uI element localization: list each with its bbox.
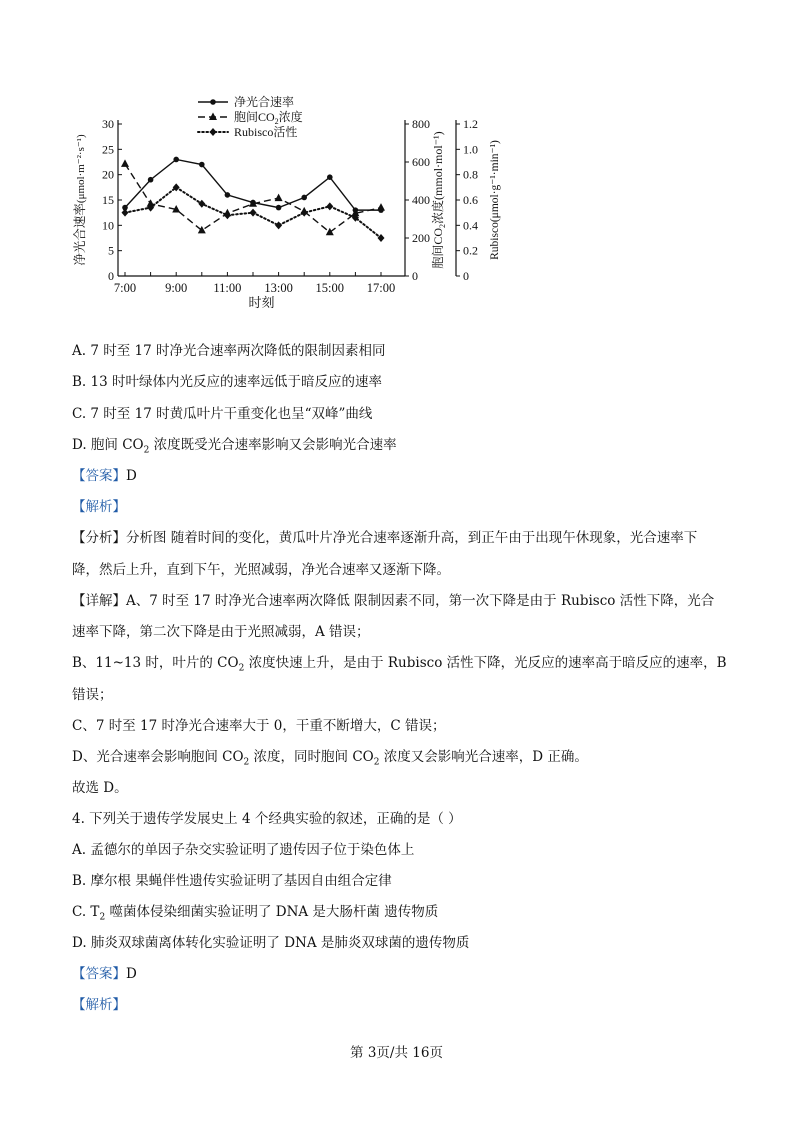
legend-label: Rubisco活性 (234, 125, 298, 139)
data-point-dot-diamond (326, 202, 333, 210)
data-point-dash-triangle (198, 226, 206, 234)
x-tick-label: 17:00 (366, 281, 396, 295)
q4-option-b: B. 摩尔根 果蝇伴性遗传实验证明了基因自由组合定律 (72, 873, 392, 889)
y-right1-axis-title: 胞间$CO_2$浓度(mmol·mol⁻¹) (431, 131, 447, 269)
data-point-dot-diamond (198, 200, 205, 208)
y-left-tick-label: 10 (102, 218, 114, 233)
analysis-line-2: 降，然后上升，直到下午，光照减弱，净光合速率又逐渐下降。 (72, 562, 450, 578)
data-point-solid-circle (199, 162, 205, 168)
y-right2-tick-label: 1.2 (463, 117, 478, 131)
y-right2-axis-title: Rubisco(μmol·g⁻¹·min⁻¹) (489, 140, 501, 260)
detail-d-line: D、光合速率会影响胞间 $CO_2$ 浓度，同时胞间 $CO_2$ 浓度又会影响光合速率，D 正确。 (72, 749, 588, 768)
legend-label: 胞间$CO_2$浓度 (234, 110, 303, 126)
detail-line-1: 【详解】A、7 时至 17 时净光合速率两次降低 限制因素不同，第一次下降是由于 Rubisco 活性下降，光合 (72, 593, 715, 609)
photosynthesis-line-chart (70, 88, 510, 323)
detail-line-2: 速率下降，第二次下降是由于光照减弱，A 错误； (72, 624, 370, 640)
question-4: 4. 下列关于遗传学发展史上 4 个经典实验的叙述，正确的是（ ） (72, 811, 462, 827)
y-right2-tick-label: 0 (463, 269, 469, 283)
detail-c-line: C、7 时至 17 时净光合速率大于 0，干重不断增大，C 错误； (72, 718, 446, 734)
data-point-solid-circle (225, 192, 231, 198)
option-b: B. 13 时叶绿体内光反应的速率远低于暗反应的速率 (72, 374, 382, 390)
q4-option-c: C. $T_2$ 噬菌体侵染细菌实验证明了 DNA 是大肠杆菌 遗传物质 (72, 904, 439, 923)
x-tick-label: 11:00 (213, 281, 242, 295)
y-right1-tick-label: 200 (412, 231, 430, 245)
x-tick-label: 13:00 (264, 281, 293, 295)
x-tick-label: 9:00 (165, 281, 188, 295)
answer-value: D (126, 468, 137, 484)
option-c: C. 7 时至 17 时黄瓜叶片干重变化也呈“双峰”曲线 (72, 406, 373, 422)
option-a: A. 7 时至 17 时净光合速率两次降低的限制因素相同 (72, 343, 386, 359)
data-point-dash-triangle (275, 194, 283, 202)
x-tick-label: 7:00 (113, 281, 137, 295)
data-point-dot-diamond (122, 209, 129, 217)
detail-b-line-1: B、11~13 时，叶片的 $CO_2$ 浓度快速上升，是由于 Rubisco 活性下降，光反应的速率高于暗反应的速率，B (72, 655, 727, 674)
data-point-dot-diamond (224, 211, 231, 219)
data-point-dot-diamond (275, 221, 282, 229)
data-point-dash-triangle (121, 159, 129, 167)
analysis-line-1: 【分析】分析图 随着时间的变化，黄瓜叶片净光合速率逐渐升高，到正午由于出现午休现象，光合速率下 (72, 530, 698, 546)
x-axis-title: 时刻 (248, 295, 275, 310)
analysis-tag: 【解析】 (72, 499, 126, 515)
legend-marker-solid-circle (210, 99, 216, 105)
y-left-tick-label: 5 (108, 243, 114, 258)
page-footer: 第 3页/共 16页 (350, 1045, 443, 1061)
conclusion-line: 故选 D。 (72, 780, 128, 796)
y-right2-tick-label: 1.0 (463, 142, 478, 157)
y-left-tick-label: 0 (108, 269, 114, 283)
analysis2-tag: 【解析】 (72, 997, 126, 1013)
y-left-axis-title: 净光合速率(μmol·m⁻²·s⁻¹) (73, 134, 87, 266)
y-right2-tick-label: 0.4 (463, 218, 478, 233)
y-right2-tick-label: 0.8 (463, 167, 478, 182)
y-right2-tick-label: 0.2 (463, 243, 478, 258)
y-left-tick-label: 15 (102, 193, 114, 207)
legend-label: 净光合速率 (234, 95, 295, 109)
data-point-solid-circle (173, 157, 179, 163)
fenxi-tag: 【分析】 (72, 530, 126, 546)
y-right1-tick-label: 400 (412, 193, 430, 207)
option-d: D. 胞间 $CO_2$ 浓度既受光合速率影响又会影响光合速率 (72, 437, 397, 456)
data-point-dash-triangle (326, 228, 334, 236)
y-left-tick-label: 20 (102, 167, 114, 182)
y-right2-tick-label: 0.6 (463, 193, 478, 207)
answer2-tag: 【答案】 (72, 966, 126, 982)
y-left-tick-label: 30 (102, 117, 114, 131)
y-right1-tick-label: 0 (412, 269, 418, 283)
xiangjie-tag: 【详解】 (72, 593, 126, 609)
data-point-dot-diamond (250, 209, 257, 217)
data-point-solid-circle (148, 177, 154, 183)
answer-tag: 【答案】 (72, 468, 126, 484)
answer-line (72, 467, 137, 485)
legend-marker-dot-diamond (210, 128, 217, 136)
data-point-dash-triangle (377, 203, 385, 211)
detail-b-line-2: 错误； (72, 687, 113, 703)
data-point-solid-circle (301, 195, 307, 201)
data-point-dot-diamond (301, 209, 308, 217)
q4-option-d: D. 肺炎双球菌离体转化实验证明了 DNA 是肺炎双球菌的遗传物质 (72, 935, 470, 951)
y-left-tick-label: 25 (102, 142, 114, 157)
answer2-line (72, 965, 137, 983)
data-point-solid-circle (276, 205, 282, 211)
y-right1-tick-label: 800 (412, 117, 430, 131)
x-tick-label: 15:00 (315, 281, 345, 295)
y-right1-tick-label: 600 (412, 155, 430, 169)
legend-marker-dash-triangle (209, 113, 217, 121)
q4-option-a: A. 孟德尔的单因子杂交实验证明了遗传因子位于染色体上 (72, 842, 415, 858)
answer2-value: D (126, 966, 137, 982)
data-point-solid-circle (327, 174, 333, 180)
